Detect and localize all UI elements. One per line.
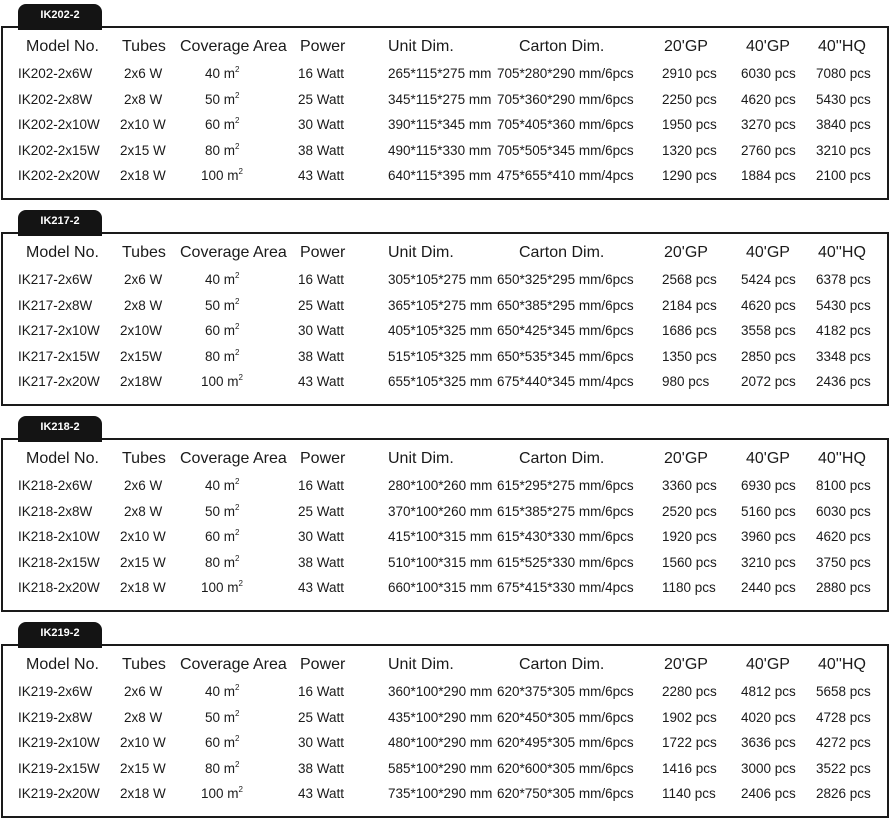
coverage-value: 40 xyxy=(205,684,221,699)
cell-coverage-area xyxy=(205,735,240,750)
area-unit-sup: 2 xyxy=(235,759,240,769)
cell-coverage-area xyxy=(201,786,243,801)
cell-carton-dim: 705*360*290 mm/6pcs xyxy=(497,91,634,107)
cell-gp40: 3960 pcs xyxy=(741,529,796,544)
cell-model-no: IK219-2x20W xyxy=(18,786,100,801)
cell-tubes: 2x6 W xyxy=(124,272,163,287)
cell-unit-dim: 585*100*290 mm xyxy=(388,760,493,776)
cell-coverage-area xyxy=(205,349,240,364)
cell-power: 30 Watt xyxy=(298,117,345,132)
cell-power: 38 Watt xyxy=(298,348,345,364)
cell-gp40: 4020 pcs xyxy=(741,709,796,725)
area-unit-sup: 2 xyxy=(235,734,240,743)
cell-unit-dim: 305*105*275 mm xyxy=(388,272,493,287)
area-unit: m xyxy=(223,735,236,750)
cell-carton-dim: 475*655*410 mm/4pcs xyxy=(497,168,634,183)
column-header-model-no: Model No. xyxy=(26,656,99,673)
column-header-hq40: 40''HQ xyxy=(818,244,866,261)
area-unit-sup: 2 xyxy=(235,65,240,74)
column-header-tubes: Tubes xyxy=(122,450,166,467)
cell-model-no: IK217-2x20W xyxy=(18,374,100,389)
cell-coverage-area xyxy=(201,580,243,595)
cell-power: 16 Watt xyxy=(298,684,345,699)
cell-unit-dim: 655*105*325 mm xyxy=(388,374,493,389)
cell-tubes: 2x15 W xyxy=(120,142,166,158)
area-unit-sup: 2 xyxy=(235,708,240,718)
cell-model-no: IK219-2x6W xyxy=(18,684,93,699)
column-header-gp20: 20'GP xyxy=(664,450,708,467)
area-unit-sup: 2 xyxy=(235,347,240,357)
coverage-value: 80 xyxy=(205,142,221,158)
cell-carton-dim: 615*430*330 mm/6pcs xyxy=(497,529,634,544)
series-tab: IK218-2 xyxy=(18,416,102,442)
cell-gp20: 2520 pcs xyxy=(662,503,717,519)
product-section xyxy=(0,622,890,818)
cell-power: 25 Watt xyxy=(298,503,345,519)
cell-gp40: 2850 pcs xyxy=(741,348,796,364)
cell-hq40: 2880 pcs xyxy=(816,580,871,595)
cell-unit-dim: 735*100*290 mm xyxy=(388,786,493,801)
cell-gp20: 2568 pcs xyxy=(662,272,717,287)
cell-tubes: 2x18 W xyxy=(120,580,166,595)
cell-coverage-area xyxy=(205,272,240,287)
cell-unit-dim: 345*115*275 mm xyxy=(388,91,492,107)
cell-carton-dim: 615*385*275 mm/6pcs xyxy=(497,503,634,519)
column-header-coverage-area: Coverage Area xyxy=(180,450,287,467)
cell-hq40: 3210 pcs xyxy=(816,142,871,158)
cell-carton-dim: 620*450*305 mm/6pcs xyxy=(497,709,634,725)
cell-model-no: IK219-2x8W xyxy=(18,709,93,725)
cell-gp40: 5160 pcs xyxy=(741,503,796,519)
column-header-tubes: Tubes xyxy=(122,244,166,261)
column-header-gp40: 40'GP xyxy=(746,450,790,467)
cell-gp40: 3270 pcs xyxy=(741,117,796,132)
cell-unit-dim: 640*115*395 mm xyxy=(388,168,492,183)
column-header-power: Power xyxy=(300,38,346,55)
area-unit-sup: 2 xyxy=(235,141,240,151)
cell-model-no: IK218-2x10W xyxy=(18,529,100,544)
column-header-gp20: 20'GP xyxy=(664,656,708,673)
cell-carton-dim: 650*385*295 mm/6pcs xyxy=(497,297,634,313)
cell-tubes: 2x6 W xyxy=(124,684,163,699)
cell-gp40: 2406 pcs xyxy=(741,786,796,801)
cell-model-no: IK202-2x20W xyxy=(18,168,100,183)
cell-hq40: 5430 pcs xyxy=(816,91,871,107)
column-header-carton-dim: Carton Dim. xyxy=(519,38,605,55)
area-unit-sup: 2 xyxy=(235,116,240,125)
cell-hq40: 3348 pcs xyxy=(816,348,871,364)
cell-gp20: 980 pcs xyxy=(662,374,710,389)
cell-gp20: 1320 pcs xyxy=(662,142,717,158)
cell-hq40: 5658 pcs xyxy=(816,684,871,699)
cell-gp20: 1722 pcs xyxy=(662,735,717,750)
coverage-value: 100 xyxy=(201,786,224,801)
cell-tubes: 2x6 W xyxy=(124,478,163,493)
cell-coverage-area xyxy=(201,374,243,389)
cell-unit-dim: 660*100*315 mm xyxy=(388,580,493,595)
cell-gp20: 2910 pcs xyxy=(662,66,717,81)
area-unit-sup: 2 xyxy=(235,502,240,512)
column-header-carton-dim: Carton Dim. xyxy=(519,244,605,261)
column-header-hq40: 40''HQ xyxy=(818,450,866,467)
column-header-unit-dim: Unit Dim. xyxy=(388,656,454,673)
cell-hq40: 3750 pcs xyxy=(816,554,871,570)
cell-unit-dim: 365*105*275 mm xyxy=(388,297,493,313)
column-header-gp20: 20'GP xyxy=(664,244,708,261)
cell-tubes: 2x8 W xyxy=(124,709,163,725)
cell-tubes: 2x18 W xyxy=(120,168,166,183)
column-header-gp40: 40'GP xyxy=(746,656,790,673)
cell-coverage-area xyxy=(205,323,240,338)
cell-hq40: 2100 pcs xyxy=(816,168,871,183)
cell-power: 25 Watt xyxy=(298,709,345,725)
column-header-hq40: 40''HQ xyxy=(818,38,866,55)
column-header-carton-dim: Carton Dim. xyxy=(519,656,605,673)
series-tab: IK202-2 xyxy=(18,4,102,30)
cell-model-no: IK218-2x15W xyxy=(18,554,100,570)
cell-model-no: IK217-2x6W xyxy=(18,272,93,287)
cell-model-no: IK219-2x15W xyxy=(18,760,100,776)
cell-power: 38 Watt xyxy=(298,554,345,570)
cell-carton-dim: 620*750*305 mm/6pcs xyxy=(497,786,634,801)
cell-coverage-area xyxy=(205,529,240,544)
cell-gp40: 1884 pcs xyxy=(741,168,796,183)
coverage-value: 50 xyxy=(205,91,221,107)
area-unit: m xyxy=(223,323,236,338)
cell-coverage-area xyxy=(205,684,240,699)
cell-gp20: 1416 pcs xyxy=(662,760,717,776)
coverage-value: 60 xyxy=(205,529,221,544)
column-header-power: Power xyxy=(300,244,346,261)
cell-unit-dim: 265*115*275 mm xyxy=(388,66,492,81)
cell-gp20: 1350 pcs xyxy=(662,348,717,364)
cell-hq40: 3522 pcs xyxy=(816,760,871,776)
cell-gp20: 2280 pcs xyxy=(662,684,717,699)
cell-gp20: 1560 pcs xyxy=(662,554,717,570)
area-unit: m xyxy=(223,272,236,287)
area-unit: m xyxy=(227,168,239,183)
coverage-value: 100 xyxy=(201,168,224,183)
cell-hq40: 4620 pcs xyxy=(816,529,871,544)
cell-tubes: 2x15W xyxy=(120,348,163,364)
cell-tubes: 2x10 W xyxy=(120,529,166,544)
area-unit: m xyxy=(227,374,239,389)
coverage-value: 100 xyxy=(201,580,224,595)
column-header-power: Power xyxy=(300,450,346,467)
cell-coverage-area xyxy=(205,555,240,570)
column-header-gp40: 40'GP xyxy=(746,244,790,261)
cell-power: 16 Watt xyxy=(298,478,345,493)
area-unit-sup: 2 xyxy=(235,271,240,280)
cell-model-no: IK218-2x20W xyxy=(18,580,100,595)
cell-carton-dim: 705*405*360 mm/6pcs xyxy=(497,117,634,132)
cell-carton-dim: 620*495*305 mm/6pcs xyxy=(497,735,634,750)
area-unit: m xyxy=(223,684,236,699)
column-header-coverage-area: Coverage Area xyxy=(180,244,287,261)
cell-power: 38 Watt xyxy=(298,142,345,158)
cell-gp40: 4620 pcs xyxy=(741,91,796,107)
cell-gp40: 2760 pcs xyxy=(741,142,796,158)
cell-gp20: 3360 pcs xyxy=(662,478,717,493)
cell-coverage-area xyxy=(201,168,243,183)
column-header-unit-dim: Unit Dim. xyxy=(388,450,454,467)
coverage-value: 40 xyxy=(205,272,221,287)
series-tab: IK219-2 xyxy=(18,622,102,648)
cell-model-no: IK217-2x8W xyxy=(18,297,93,313)
column-header-unit-dim: Unit Dim. xyxy=(388,244,454,261)
column-header-tubes: Tubes xyxy=(122,656,166,673)
coverage-value: 80 xyxy=(205,348,221,364)
coverage-value: 100 xyxy=(201,374,224,389)
cell-carton-dim: 705*280*290 mm/6pcs xyxy=(497,66,634,81)
cell-model-no: IK219-2x10W xyxy=(18,735,100,750)
cell-unit-dim: 435*100*290 mm xyxy=(388,709,493,725)
cell-unit-dim: 515*105*325 mm xyxy=(388,348,493,364)
cell-power: 43 Watt xyxy=(298,786,345,801)
cell-gp20: 1686 pcs xyxy=(662,323,717,338)
cell-hq40: 5430 pcs xyxy=(816,297,871,313)
column-header-model-no: Model No. xyxy=(26,450,99,467)
cell-hq40: 8100 pcs xyxy=(816,478,871,493)
coverage-value: 50 xyxy=(205,297,221,313)
cell-unit-dim: 280*100*260 mm xyxy=(388,478,493,493)
cell-coverage-area xyxy=(205,710,240,725)
cell-hq40: 2436 pcs xyxy=(816,374,871,389)
coverage-value: 60 xyxy=(205,323,221,338)
area-unit-sup: 2 xyxy=(235,322,240,331)
coverage-value: 40 xyxy=(205,478,221,493)
cell-unit-dim: 490*115*330 mm xyxy=(388,142,492,158)
area-unit-sup: 2 xyxy=(235,553,240,563)
cell-unit-dim: 360*100*290 mm xyxy=(388,684,493,699)
cell-gp20: 1290 pcs xyxy=(662,168,717,183)
cell-tubes: 2x10W xyxy=(120,323,163,338)
cell-tubes: 2x8 W xyxy=(124,91,163,107)
area-unit: m xyxy=(223,91,236,107)
coverage-value: 50 xyxy=(205,709,221,725)
cell-unit-dim: 510*100*315 mm xyxy=(388,554,493,570)
area-unit-sup: 2 xyxy=(235,477,240,486)
cell-gp20: 2250 pcs xyxy=(662,91,717,107)
cell-model-no: IK218-2x6W xyxy=(18,478,93,493)
area-unit: m xyxy=(227,580,239,595)
cell-carton-dim: 675*415*330 mm/4pcs xyxy=(497,580,634,595)
cell-hq40: 2826 pcs xyxy=(816,786,871,801)
coverage-value: 40 xyxy=(205,66,221,81)
cell-hq40: 6378 pcs xyxy=(816,272,871,287)
cell-gp40: 6930 pcs xyxy=(741,478,796,493)
cell-tubes: 2x15 W xyxy=(120,760,166,776)
coverage-value: 60 xyxy=(205,735,221,750)
cell-model-no: IK202-2x10W xyxy=(18,117,100,132)
cell-gp40: 2072 pcs xyxy=(741,374,796,389)
cell-gp40: 2440 pcs xyxy=(741,580,796,595)
cell-hq40: 4728 pcs xyxy=(816,709,871,725)
area-unit-sup: 2 xyxy=(238,167,243,176)
cell-power: 30 Watt xyxy=(298,735,345,750)
cell-power: 38 Watt xyxy=(298,760,345,776)
cell-gp20: 2184 pcs xyxy=(662,297,717,313)
cell-carton-dim: 615*525*330 mm/6pcs xyxy=(497,554,634,570)
product-section xyxy=(0,416,890,612)
cell-gp20: 1920 pcs xyxy=(662,529,717,544)
cell-coverage-area xyxy=(205,298,240,313)
cell-power: 43 Watt xyxy=(298,168,345,183)
cell-gp40: 4812 pcs xyxy=(741,684,796,699)
cell-tubes: 2x15 W xyxy=(120,554,166,570)
cell-hq40: 3840 pcs xyxy=(816,117,871,132)
cell-carton-dim: 620*600*305 mm/6pcs xyxy=(497,760,634,776)
cell-model-no: IK202-2x8W xyxy=(18,91,93,107)
column-header-unit-dim: Unit Dim. xyxy=(388,38,454,55)
cell-gp40: 3558 pcs xyxy=(741,323,796,338)
cell-unit-dim: 370*100*260 mm xyxy=(388,503,493,519)
cell-coverage-area xyxy=(205,117,240,132)
cell-unit-dim: 480*100*290 mm xyxy=(388,735,493,750)
cell-carton-dim: 650*425*345 mm/6pcs xyxy=(497,323,634,338)
cell-gp40: 3000 pcs xyxy=(741,760,796,776)
area-unit: m xyxy=(223,554,236,570)
cell-carton-dim: 615*295*275 mm/6pcs xyxy=(497,478,634,493)
cell-hq40: 6030 pcs xyxy=(816,503,871,519)
cell-coverage-area xyxy=(205,66,240,81)
cell-gp40: 3636 pcs xyxy=(741,735,796,750)
series-tab: IK217-2 xyxy=(18,210,102,236)
cell-tubes: 2x10 W xyxy=(120,735,166,750)
cell-gp20: 1902 pcs xyxy=(662,709,717,725)
cell-power: 43 Watt xyxy=(298,374,345,389)
cell-tubes: 2x18 W xyxy=(120,786,166,801)
cell-power: 16 Watt xyxy=(298,66,345,81)
area-unit: m xyxy=(223,297,236,313)
column-header-coverage-area: Coverage Area xyxy=(180,38,287,55)
area-unit-sup: 2 xyxy=(235,90,240,100)
cell-power: 25 Watt xyxy=(298,91,345,107)
coverage-value: 80 xyxy=(205,554,221,570)
cell-gp40: 4620 pcs xyxy=(741,297,796,313)
column-header-model-no: Model No. xyxy=(26,38,99,55)
coverage-value: 60 xyxy=(205,117,221,132)
column-header-tubes: Tubes xyxy=(122,38,166,55)
cell-gp20: 1950 pcs xyxy=(662,117,717,132)
cell-carton-dim: 650*535*345 mm/6pcs xyxy=(497,348,634,364)
area-unit: m xyxy=(223,117,236,132)
column-header-gp40: 40'GP xyxy=(746,38,790,55)
cell-coverage-area xyxy=(205,761,240,776)
cell-gp20: 1140 pcs xyxy=(662,786,716,801)
area-unit-sup: 2 xyxy=(235,528,240,537)
area-unit: m xyxy=(227,786,239,801)
cell-model-no: IK202-2x15W xyxy=(18,142,100,158)
area-unit: m xyxy=(223,529,236,544)
product-section xyxy=(0,210,890,406)
cell-gp40: 6030 pcs xyxy=(741,66,796,81)
coverage-value: 50 xyxy=(205,503,221,519)
cell-gp40: 3210 pcs xyxy=(741,554,796,570)
product-section xyxy=(0,4,890,200)
column-header-carton-dim: Carton Dim. xyxy=(519,450,605,467)
cell-hq40: 7080 pcs xyxy=(816,66,871,81)
area-unit-sup: 2 xyxy=(238,785,243,794)
cell-carton-dim: 620*375*305 mm/6pcs xyxy=(497,684,634,699)
cell-gp40: 5424 pcs xyxy=(741,272,796,287)
cell-power: 43 Watt xyxy=(298,580,345,595)
cell-gp20: 1180 pcs xyxy=(662,580,716,595)
cell-model-no: IK217-2x15W xyxy=(18,348,100,364)
cell-carton-dim: 675*440*345 mm/4pcs xyxy=(497,374,634,389)
cell-tubes: 2x10 W xyxy=(120,117,166,132)
cell-power: 16 Watt xyxy=(298,272,345,287)
area-unit-sup: 2 xyxy=(238,373,243,382)
cell-hq40: 4272 pcs xyxy=(816,735,871,750)
cell-tubes: 2x6 W xyxy=(124,66,163,81)
cell-carton-dim: 650*325*295 mm/6pcs xyxy=(497,272,634,287)
area-unit-sup: 2 xyxy=(235,683,240,692)
cell-power: 30 Watt xyxy=(298,529,345,544)
column-header-hq40: 40''HQ xyxy=(818,656,866,673)
area-unit: m xyxy=(223,760,236,776)
coverage-value: 80 xyxy=(205,760,221,776)
area-unit-sup: 2 xyxy=(235,296,240,306)
area-unit: m xyxy=(223,348,236,364)
cell-coverage-area xyxy=(205,143,240,158)
area-unit: m xyxy=(223,709,236,725)
cell-unit-dim: 405*105*325 mm xyxy=(388,323,493,338)
column-header-coverage-area: Coverage Area xyxy=(180,656,287,673)
cell-carton-dim: 705*505*345 mm/6pcs xyxy=(497,142,634,158)
area-unit: m xyxy=(223,478,236,493)
cell-tubes: 2x18W xyxy=(120,374,163,389)
cell-unit-dim: 390*115*345 mm xyxy=(388,117,492,132)
cell-tubes: 2x8 W xyxy=(124,297,163,313)
cell-model-no: IK217-2x10W xyxy=(18,323,100,338)
area-unit-sup: 2 xyxy=(238,579,243,588)
column-header-gp20: 20'GP xyxy=(664,38,708,55)
cell-unit-dim: 415*100*315 mm xyxy=(388,529,493,544)
area-unit: m xyxy=(223,66,236,81)
cell-power: 30 Watt xyxy=(298,323,345,338)
cell-coverage-area xyxy=(205,92,240,107)
cell-model-no: IK202-2x6W xyxy=(18,66,93,81)
column-header-power: Power xyxy=(300,656,346,673)
column-header-model-no: Model No. xyxy=(26,244,99,261)
cell-tubes: 2x8 W xyxy=(124,503,163,519)
area-unit: m xyxy=(223,503,236,519)
cell-power: 25 Watt xyxy=(298,297,345,313)
cell-coverage-area xyxy=(205,504,240,519)
area-unit: m xyxy=(223,142,236,158)
cell-hq40: 4182 pcs xyxy=(816,323,871,338)
cell-coverage-area xyxy=(205,478,240,493)
cell-model-no: IK218-2x8W xyxy=(18,503,93,519)
